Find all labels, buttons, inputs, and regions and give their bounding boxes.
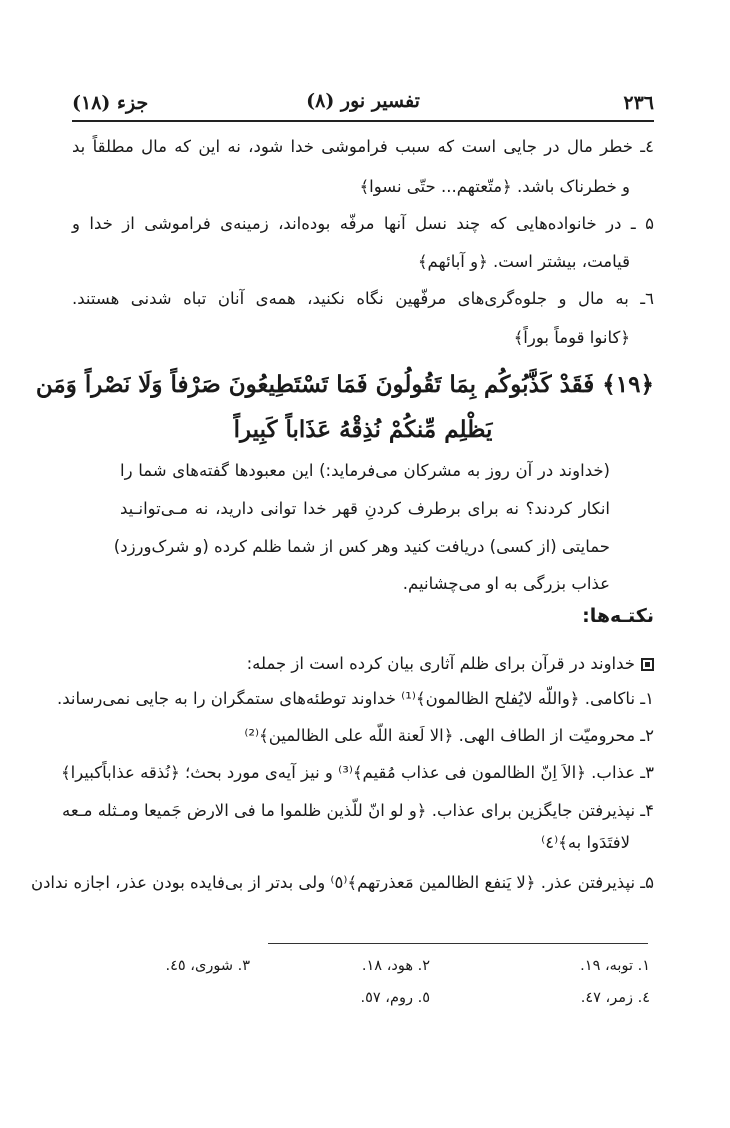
footnote-2: ٢. هود، ١٨. (361, 958, 430, 974)
bullet-square-icon (641, 658, 654, 671)
footnote-1: ١. توبه، ١٩. (580, 958, 650, 974)
lesson-4-line-1: ٤ـ خطر مال در جایی است که سبب فراموشی خدا شود، نه این که مال مطلقاً بد (72, 137, 654, 156)
translation-line-4: عذاب بزرگی به او می‌چشانیم. (402, 574, 610, 593)
lesson-6-line-1: ٦ـ به مال و جلوه‌گری‌های مرفّهین نگاه نکنید، همه‌ی آنان تباه شدنی هستند. (72, 289, 654, 308)
note-item-1: ١ـ ناکامی. ﴿واللّه لایُفلح الظالمون﴾⁽¹⁾ خداوند توطئه‌های ستمگران را به جایی نمی‌رساند. (57, 689, 654, 708)
notes-heading: نکتـه‌ها: (582, 605, 654, 627)
quran-verse-line-2: يَظْلِم مِّنكُمْ نُذِقْهُ عَذَاباً كَبِيراً (233, 416, 493, 443)
lesson-4-line-2: و خطرناک باشد. ﴿متّعتهم... حتّی نسوا﴾ (359, 177, 630, 196)
translation-line-1: (خداوند در آن روز به مشرکان می‌فرماید:) این معبودها گفته‌های شما را (120, 461, 610, 480)
note-item-4-line-2: لافتَدَوا به﴾⁽٤⁾ (541, 833, 630, 852)
note-item-4-line-1: ۴ـ نپذیرفتن جایگزین برای عذاب. ﴿و لو انّ للّذین ظلموا ما فی الارض جَمیعا ومـثله مـعه (62, 801, 654, 820)
footnote-4: ٤. زمر، ٤٧. (580, 990, 650, 1006)
quran-verse-line-1: ﴿١٩﴾ فَقَدْ كَذَّبُوكُم بِمَا تَقُولُونَ فَمَا تَسْتَطِيعُونَ صَرْفاً وَلَا نَصْراً وَمَن (35, 371, 654, 398)
note-item-2: ٢ـ محرومیّت از الطاف الهی. ﴿الا لَعنة اللّه علی الظالمین﴾⁽²⁾ (244, 726, 654, 745)
header-rule (72, 120, 654, 122)
footnote-rule (268, 943, 648, 944)
lesson-5-line-2: قیامت، بیشتر است. ﴿و آبائهم﴾ (417, 252, 630, 271)
part-number: جزء (۱۸) (72, 92, 149, 114)
notes-intro (72, 653, 654, 675)
translation-line-3: حمایتی (از کسی) دریافت کنید وهر کس از شما ظلم کرده (و شرک‌ورزد) (113, 537, 610, 556)
translation-line-2: انکار کردند؟ نه برای برطرف کردنِ قهر خدا توانی دارید، نه مـی‌توانـید (120, 499, 610, 518)
footnote-3: ٣. شوری، ٤٥. (165, 958, 250, 974)
footnote-5: ٥. روم، ٥٧. (360, 990, 430, 1006)
notes-intro-text: خداوند در قرآن برای ظلم آثاری بیان کرده است از جمله: (246, 654, 635, 673)
page-number: ۲۳٦ (623, 92, 654, 114)
lesson-5-line-1: ۵ ـ در خانواده‌هایی که چند نسل آنها مرفّه بوده‌اند، زمینه‌ی فراموشی از خدا و (72, 214, 654, 233)
lesson-6-line-2: ﴿کانوا قوماً بوراً﴾ (513, 328, 630, 347)
book-title: تفسیر نور (۸) (306, 90, 420, 112)
note-item-3: ٣ـ عذاب. ﴿الاَ اِنّ الظالمون فی عذاب مُقیم﴾⁽³⁾ و نیز آیه‌ی مورد بحث؛ ﴿نُذقه عذاباًکبیرا﴾ (60, 763, 654, 782)
note-item-5: ۵ـ نپذیرفتن عذر. ﴿لا یَنفع الظالمین مَعذرتهم﴾⁽٥⁾ ولی بدتر از بی‌فایده بودن عذر، اجازه ندادن (30, 873, 654, 892)
running-header (72, 86, 654, 114)
